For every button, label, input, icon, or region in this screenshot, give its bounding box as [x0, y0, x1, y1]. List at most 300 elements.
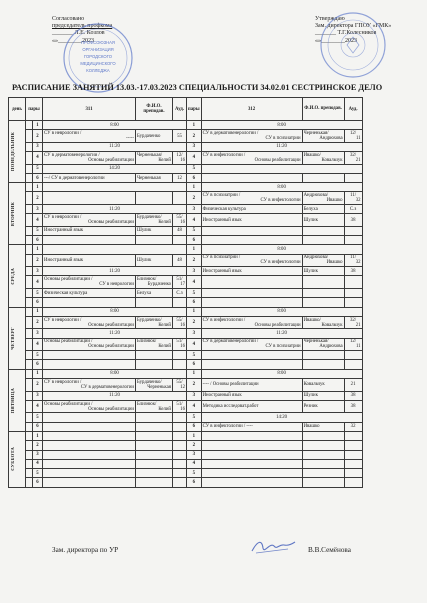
teacher-312-line1: Андрюхова/	[303, 255, 329, 261]
teacher-312-line1: Шулик	[303, 393, 318, 399]
pair-spacer	[26, 152, 33, 165]
subject-311	[43, 459, 136, 468]
room-312	[344, 431, 362, 440]
teacher-312	[302, 441, 344, 450]
room-312-line1: 38	[350, 393, 356, 399]
pair-number-312: 2	[187, 379, 202, 392]
teacher-311-line1: Черненькая	[137, 175, 161, 181]
pair-number-312: 3	[187, 391, 202, 400]
schedule-table	[8, 97, 363, 488]
subject-312-line2: Основы реабилитации	[254, 322, 301, 328]
subject-311	[43, 288, 136, 297]
approval-left-l1: Согласовано	[52, 16, 85, 22]
table-row	[9, 276, 363, 289]
pair-number-312: 1	[187, 307, 202, 316]
room-312	[344, 459, 362, 468]
teacher-312	[302, 173, 344, 182]
pair-spacer	[26, 214, 33, 227]
header-pair: пары	[26, 98, 43, 121]
room-312-line1: 12/	[350, 131, 357, 137]
teacher-311	[136, 338, 173, 351]
subject-312	[201, 276, 302, 289]
header-room-311: Ауд.	[173, 98, 187, 121]
room-311	[173, 192, 187, 205]
pair-number-312: 6	[187, 236, 202, 245]
teacher-312	[302, 478, 344, 487]
approval-right-l2: Зам. директора ГПОУ «ГМК»	[315, 23, 392, 30]
pair-number-312: 2	[187, 254, 202, 267]
room-312-line1: 32/	[350, 317, 357, 323]
pair-number-312: 4	[187, 400, 202, 413]
teacher-312	[302, 391, 344, 400]
teacher-311	[136, 431, 173, 440]
teacher-312-line1: Ивашко/	[303, 152, 321, 158]
pair-spacer	[26, 469, 33, 478]
teacher-312	[302, 298, 344, 307]
teacher-312	[302, 450, 344, 459]
subject-311-line1: Физическая культура	[44, 290, 88, 296]
time-312: 8:00	[201, 307, 362, 316]
pair-number-312: 5	[187, 469, 202, 478]
table-row	[9, 183, 363, 192]
teacher-311-line2: Келий	[158, 344, 171, 350]
pair-spacer	[26, 459, 33, 468]
time-312: 8:00	[201, 121, 362, 130]
pair-number-311: 2	[33, 379, 43, 392]
subject-312	[201, 288, 302, 297]
pair-spacer	[26, 329, 33, 338]
subject-312	[201, 459, 302, 468]
room-312-line1: 21	[350, 382, 356, 388]
teacher-311	[136, 413, 173, 422]
teacher-312-line2: Ковальчук	[321, 322, 343, 328]
teacher-312	[302, 360, 344, 369]
subject-312	[201, 478, 302, 487]
subject-311-line2: -----	[126, 136, 134, 142]
subject-311	[43, 130, 136, 143]
pair-number-311: 2	[33, 192, 43, 205]
subject-312	[201, 236, 302, 245]
subject-311-line1: СУ в неврологии /	[44, 379, 82, 385]
pair-number-311: 3	[33, 142, 43, 151]
pair-number-312: 6	[187, 360, 202, 369]
teacher-312-line1: Резник	[303, 404, 318, 410]
pair-number-312: 1	[187, 183, 202, 192]
room-312-line1: 32/	[350, 152, 357, 158]
pair-spacer	[26, 360, 33, 369]
day-label: СРЕДА	[10, 267, 15, 285]
teacher-312-line2: Ивашко	[326, 198, 343, 204]
pair-number-311: 6	[33, 298, 43, 307]
subject-312-line2: Основы реабилитации	[254, 157, 301, 163]
pair-spacer	[26, 391, 33, 400]
room-311-line1: 55/	[176, 215, 183, 221]
subject-312	[201, 298, 302, 307]
pair-number-312: 1	[187, 369, 202, 378]
time-312: 11:20	[201, 329, 362, 338]
room-311-line2: 16	[180, 322, 185, 328]
room-312	[344, 298, 362, 307]
room-311	[173, 379, 187, 392]
pair-number-312: 5	[187, 288, 202, 297]
college-seal	[318, 10, 388, 80]
day-label: ПЯТНИЦА	[10, 387, 15, 414]
subject-311-line2: Основы реабилитации	[88, 322, 134, 328]
table-row	[9, 226, 363, 235]
subject-311-line1: ---/ СУ в дерматовенерологии	[44, 175, 105, 181]
room-312	[344, 360, 362, 369]
pair-number-312: 3	[187, 450, 202, 459]
room-312	[344, 469, 362, 478]
table-row	[9, 391, 363, 400]
stamp-left-text-1: ПРОФСОЮЗНАЯ	[81, 40, 115, 45]
subject-312	[201, 226, 302, 235]
subject-312	[201, 469, 302, 478]
subject-312-line1: СУ в психиатрии /	[202, 255, 241, 261]
pair-spacer	[26, 245, 33, 254]
pair-spacer	[26, 422, 33, 431]
subject-311-line1: Основы реабилитации /	[44, 277, 93, 283]
room-311-line1: 48	[177, 257, 182, 263]
teacher-312-line2: Ковальчук	[321, 157, 343, 163]
table-row	[9, 400, 363, 413]
time-311: 11:20	[43, 142, 187, 151]
pair-spacer	[26, 288, 33, 297]
room-311-line1: 51/	[176, 339, 183, 345]
header-teacher-312: Ф.И.О. преподав.	[302, 98, 344, 121]
teacher-311-line2: Келий	[158, 322, 171, 328]
room-311-line1: С.з	[176, 290, 183, 296]
pair-number-312: 5	[187, 351, 202, 360]
day-name	[9, 121, 26, 183]
pair-number-311: 3	[33, 450, 43, 459]
room-311-line1: 51/	[176, 401, 183, 407]
teacher-312	[302, 214, 344, 227]
day-name	[9, 307, 26, 369]
table-row	[9, 130, 363, 143]
teacher-312	[302, 276, 344, 289]
room-311	[173, 288, 187, 297]
room-312	[344, 351, 362, 360]
room-312	[344, 152, 362, 165]
pair-number-311: 2	[33, 316, 43, 329]
subject-311-line1: Иностранный язык	[44, 257, 84, 263]
room-311	[173, 441, 187, 450]
room-312	[344, 254, 362, 267]
header-teacher-311: Ф.И.О. преподав.	[136, 98, 173, 121]
subject-312-line1: Физическая культура	[202, 206, 246, 212]
teacher-312	[302, 422, 344, 431]
time-311	[43, 245, 187, 254]
teacher-311	[136, 226, 173, 235]
room-312-line2: 21	[355, 157, 361, 163]
teacher-312	[302, 338, 344, 351]
subject-312	[201, 450, 302, 459]
teacher-312	[302, 400, 344, 413]
room-312	[344, 267, 362, 276]
day-name	[9, 245, 26, 307]
subject-312-line1: Иностранный язык	[202, 268, 242, 274]
pair-spacer	[26, 204, 33, 213]
subject-312-line1: СУ в дерматовенерологии /	[202, 131, 259, 137]
pair-number-311: 6	[33, 478, 43, 487]
pair-number-312: 1	[187, 245, 202, 254]
room-312	[344, 338, 362, 351]
teacher-311	[136, 316, 173, 329]
pair-number-311: 5	[33, 413, 43, 422]
day-name	[9, 431, 26, 487]
room-312	[344, 379, 362, 392]
room-312	[344, 316, 362, 329]
teacher-311	[136, 236, 173, 245]
table-row	[9, 192, 363, 205]
pair-number-311: 1	[33, 369, 43, 378]
approval-left-l2: председатель профкома	[52, 23, 113, 30]
table-row	[9, 422, 363, 431]
room-311	[173, 316, 187, 329]
pair-number-312: 1	[187, 431, 202, 440]
pair-number-311: 3	[33, 204, 43, 213]
teacher-311	[136, 351, 173, 360]
table-row	[9, 152, 363, 165]
room-312	[344, 204, 362, 213]
table-row	[9, 142, 363, 151]
subject-311-line1: СУ в неврологии /	[44, 131, 82, 137]
teacher-312	[302, 459, 344, 468]
room-311	[173, 338, 187, 351]
pair-spacer	[26, 164, 33, 173]
teacher-312-line1: Шулик	[303, 217, 318, 223]
approval-left-l4: «»________2023	[52, 37, 94, 44]
room-311	[173, 214, 187, 227]
subject-312-line2: СУ в инфектологии	[260, 198, 301, 204]
pair-number-311: 5	[33, 351, 43, 360]
room-311-line2: 16	[180, 344, 185, 350]
pair-number-312: 2	[187, 316, 202, 329]
subject-312	[201, 214, 302, 227]
subject-311	[43, 192, 136, 205]
subject-311-line1: Основы реабилитации /	[44, 339, 93, 345]
stamp-left-text-3: ГОРОДСКОГО	[84, 54, 112, 59]
subject-311	[43, 379, 136, 392]
pair-number-311: 4	[33, 459, 43, 468]
room-311-line1: 12	[177, 175, 182, 181]
room-312	[344, 450, 362, 459]
teacher-312	[302, 236, 344, 245]
approval-right-l3: _______ Т.Г.Колесников	[315, 30, 377, 37]
pair-number-311: 2	[33, 130, 43, 143]
teacher-311-line1: Белуха	[137, 290, 152, 296]
subject-312	[201, 316, 302, 329]
pair-number-312: 6	[187, 422, 202, 431]
pair-number-312: 3	[187, 267, 202, 276]
pair-number-312: 5	[187, 413, 202, 422]
pair-number-312: 2	[187, 441, 202, 450]
time-311: 11:20	[43, 204, 187, 213]
pair-spacer	[26, 236, 33, 245]
day-name	[9, 369, 26, 431]
pair-spacer	[26, 267, 33, 276]
subject-311	[43, 298, 136, 307]
room-311-line2: 16	[180, 220, 185, 226]
pair-number-312: 4	[187, 338, 202, 351]
teacher-311-line2: Черненькая	[147, 384, 171, 390]
table-row	[9, 338, 363, 351]
subject-312	[201, 267, 302, 276]
pair-spacer	[26, 226, 33, 235]
subject-312-line1: ---- / Основы реабилитации	[202, 382, 259, 388]
subject-311	[43, 173, 136, 182]
table-row	[9, 307, 363, 316]
table-row	[9, 360, 363, 369]
teacher-312	[302, 130, 344, 143]
subject-312	[201, 254, 302, 267]
teacher-312-line1: Черненькая/	[303, 131, 329, 137]
pair-number-312: 3	[187, 204, 202, 213]
table-row	[9, 298, 363, 307]
pair-number-312: 5	[187, 226, 202, 235]
room-311-line1: 48	[177, 228, 182, 234]
room-311	[173, 413, 187, 422]
room-311	[173, 360, 187, 369]
teacher-311	[136, 422, 173, 431]
teacher-311-line1: Близнюк/	[137, 401, 157, 407]
subject-312	[201, 192, 302, 205]
subject-312-line1: Иностранный язык	[202, 217, 242, 223]
teacher-311-line1: Шулик	[137, 228, 152, 234]
pair-number-311: 1	[33, 431, 43, 440]
subject-311	[43, 254, 136, 267]
room-311	[173, 173, 187, 182]
subject-312	[201, 400, 302, 413]
room-312-line1: 38	[350, 268, 356, 274]
subject-311	[43, 478, 136, 487]
table-row	[9, 121, 363, 130]
teacher-311	[136, 450, 173, 459]
teacher-312	[302, 192, 344, 205]
pair-number-312: 2	[187, 130, 202, 143]
subject-311-line1: СУ в неврологии /	[44, 317, 82, 323]
pair-number-311: 5	[33, 288, 43, 297]
subject-311	[43, 152, 136, 165]
pair-number-312: 1	[187, 121, 202, 130]
teacher-312-line1: Ивашко	[303, 424, 320, 430]
room-312	[344, 192, 362, 205]
group-312-header: 312	[201, 98, 302, 121]
room-312-line1: 32	[350, 424, 356, 430]
pair-spacer	[26, 478, 33, 487]
time-311: 14:20	[43, 164, 187, 173]
subject-311	[43, 469, 136, 478]
table-row	[9, 236, 363, 245]
room-311-line1: 55/	[176, 379, 183, 385]
pair-number-311: 3	[33, 267, 43, 276]
room-311-line2: 16	[180, 406, 185, 412]
table-row	[9, 316, 363, 329]
pair-spacer	[26, 142, 33, 151]
subject-311-line1: СУ в дерматовенерологии /	[44, 152, 100, 158]
subject-312	[201, 431, 302, 440]
table-row	[9, 459, 363, 468]
subject-312-line1: СУ в инфектологии / ----	[202, 424, 253, 430]
room-312-line2: 32	[355, 260, 361, 266]
time-311: 8:00	[43, 121, 187, 130]
subject-311	[43, 276, 136, 289]
room-311	[173, 276, 187, 289]
subject-312	[201, 204, 302, 213]
subject-311	[43, 400, 136, 413]
pair-number-311: 1	[33, 245, 43, 254]
teacher-312	[302, 469, 344, 478]
time-311: 11:20	[43, 267, 187, 276]
room-311	[173, 478, 187, 487]
table-row	[9, 329, 363, 338]
subject-311	[43, 316, 136, 329]
subject-312	[201, 173, 302, 182]
room-311-line1: 12/	[176, 152, 183, 158]
room-311-line2: 12	[180, 384, 185, 390]
time-312: 11:20	[201, 142, 362, 151]
subject-311-line2: Основы реабилитации	[88, 220, 134, 226]
teacher-312-line1: Ковальчук	[303, 382, 325, 388]
room-312	[344, 226, 362, 235]
room-311	[173, 236, 187, 245]
subject-311-line2: СУ в неврологии	[99, 282, 134, 288]
subject-311-line1: Основы реабилитации /	[44, 401, 93, 407]
pair-number-311: 5	[33, 226, 43, 235]
room-311	[173, 431, 187, 440]
room-312	[344, 288, 362, 297]
pair-number-311: 4	[33, 214, 43, 227]
teacher-311	[136, 379, 173, 392]
pair-spacer	[26, 351, 33, 360]
room-312-line1: 38	[350, 404, 356, 410]
day-name	[9, 183, 26, 245]
subject-312	[201, 130, 302, 143]
room-312-line2: 11	[355, 344, 361, 350]
subject-312-line1: Методика исследоват.работ	[202, 404, 259, 410]
signature	[248, 536, 298, 558]
subject-312-line2: СУ в инфектологии	[260, 260, 301, 266]
approval-right-l4: «»________2023	[315, 37, 357, 44]
pair-number-311: 1	[33, 183, 43, 192]
table-row	[9, 267, 363, 276]
room-312	[344, 400, 362, 413]
subject-312	[201, 338, 302, 351]
pair-spacer	[26, 298, 33, 307]
teacher-311-line1: Бурдаченко/	[137, 215, 162, 221]
subject-311	[43, 413, 136, 422]
pair-number-311: 4	[33, 276, 43, 289]
subject-312-line1: СУ в инфектологии /	[202, 152, 246, 158]
subject-311-line2: СУ в дерматовенерологии	[80, 384, 134, 390]
room-311	[173, 298, 187, 307]
pair-spacer	[26, 316, 33, 329]
teacher-311-line1: Черненькая/	[137, 152, 163, 158]
teacher-311	[136, 214, 173, 227]
room-311-line1: 55/	[176, 317, 183, 323]
day-label: ПОНЕДЕЛЬНИК	[10, 132, 15, 172]
teacher-311	[136, 254, 173, 267]
teacher-311	[136, 192, 173, 205]
room-312	[344, 422, 362, 431]
teacher-312-line1: Шулик	[303, 268, 318, 274]
teacher-311	[136, 400, 173, 413]
approval-right-l1: Утверждаю	[315, 16, 345, 22]
pair-spacer	[26, 276, 33, 289]
teacher-311-line2: Келий	[158, 220, 171, 226]
table-row	[9, 379, 363, 392]
